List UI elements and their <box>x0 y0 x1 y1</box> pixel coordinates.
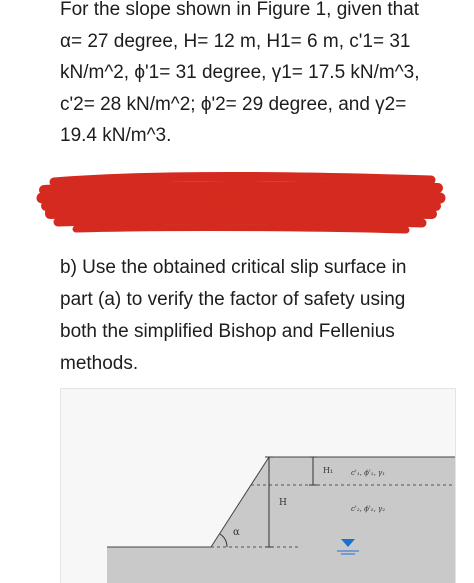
problem-line: kN/m^2, ϕ'1= 31 degree, γ1= 17.5 kN/m^3, <box>60 62 420 83</box>
problem-line: For the slope shown in Figure 1, given that <box>60 0 420 20</box>
layer2-properties: c'₂, ϕ'₂, γ₂ <box>351 505 386 513</box>
slope-figure <box>60 388 456 583</box>
slope-diagram <box>61 389 455 583</box>
problem-line: α= 27 degree, H= 12 m, H1= 6 m, c'1= 31 <box>60 30 411 52</box>
problem-statement <box>60 0 460 152</box>
h1-label: H₁ <box>323 466 334 475</box>
part-b-line: part (a) to verify the factor of safety using <box>60 289 406 310</box>
problem-line: 19.4 kN/m^3. <box>60 125 172 146</box>
alpha-label: α <box>233 527 240 538</box>
part-b-line: both the simplified Bishop and Fellenius <box>60 321 395 342</box>
part-b-line: b) Use the obtained critical slip surface in <box>60 257 407 278</box>
redaction-scribble <box>36 168 446 240</box>
part-b-statement <box>60 252 460 380</box>
h-label: H <box>279 498 287 508</box>
problem-line: c'2= 28 kN/m^2; ϕ'2= 29 degree, and γ2= <box>60 93 407 115</box>
soil-mass <box>107 457 455 583</box>
layer1-properties: c'₁, ϕ'₁, γ₁ <box>351 469 386 477</box>
part-b-line: methods. <box>60 353 139 374</box>
